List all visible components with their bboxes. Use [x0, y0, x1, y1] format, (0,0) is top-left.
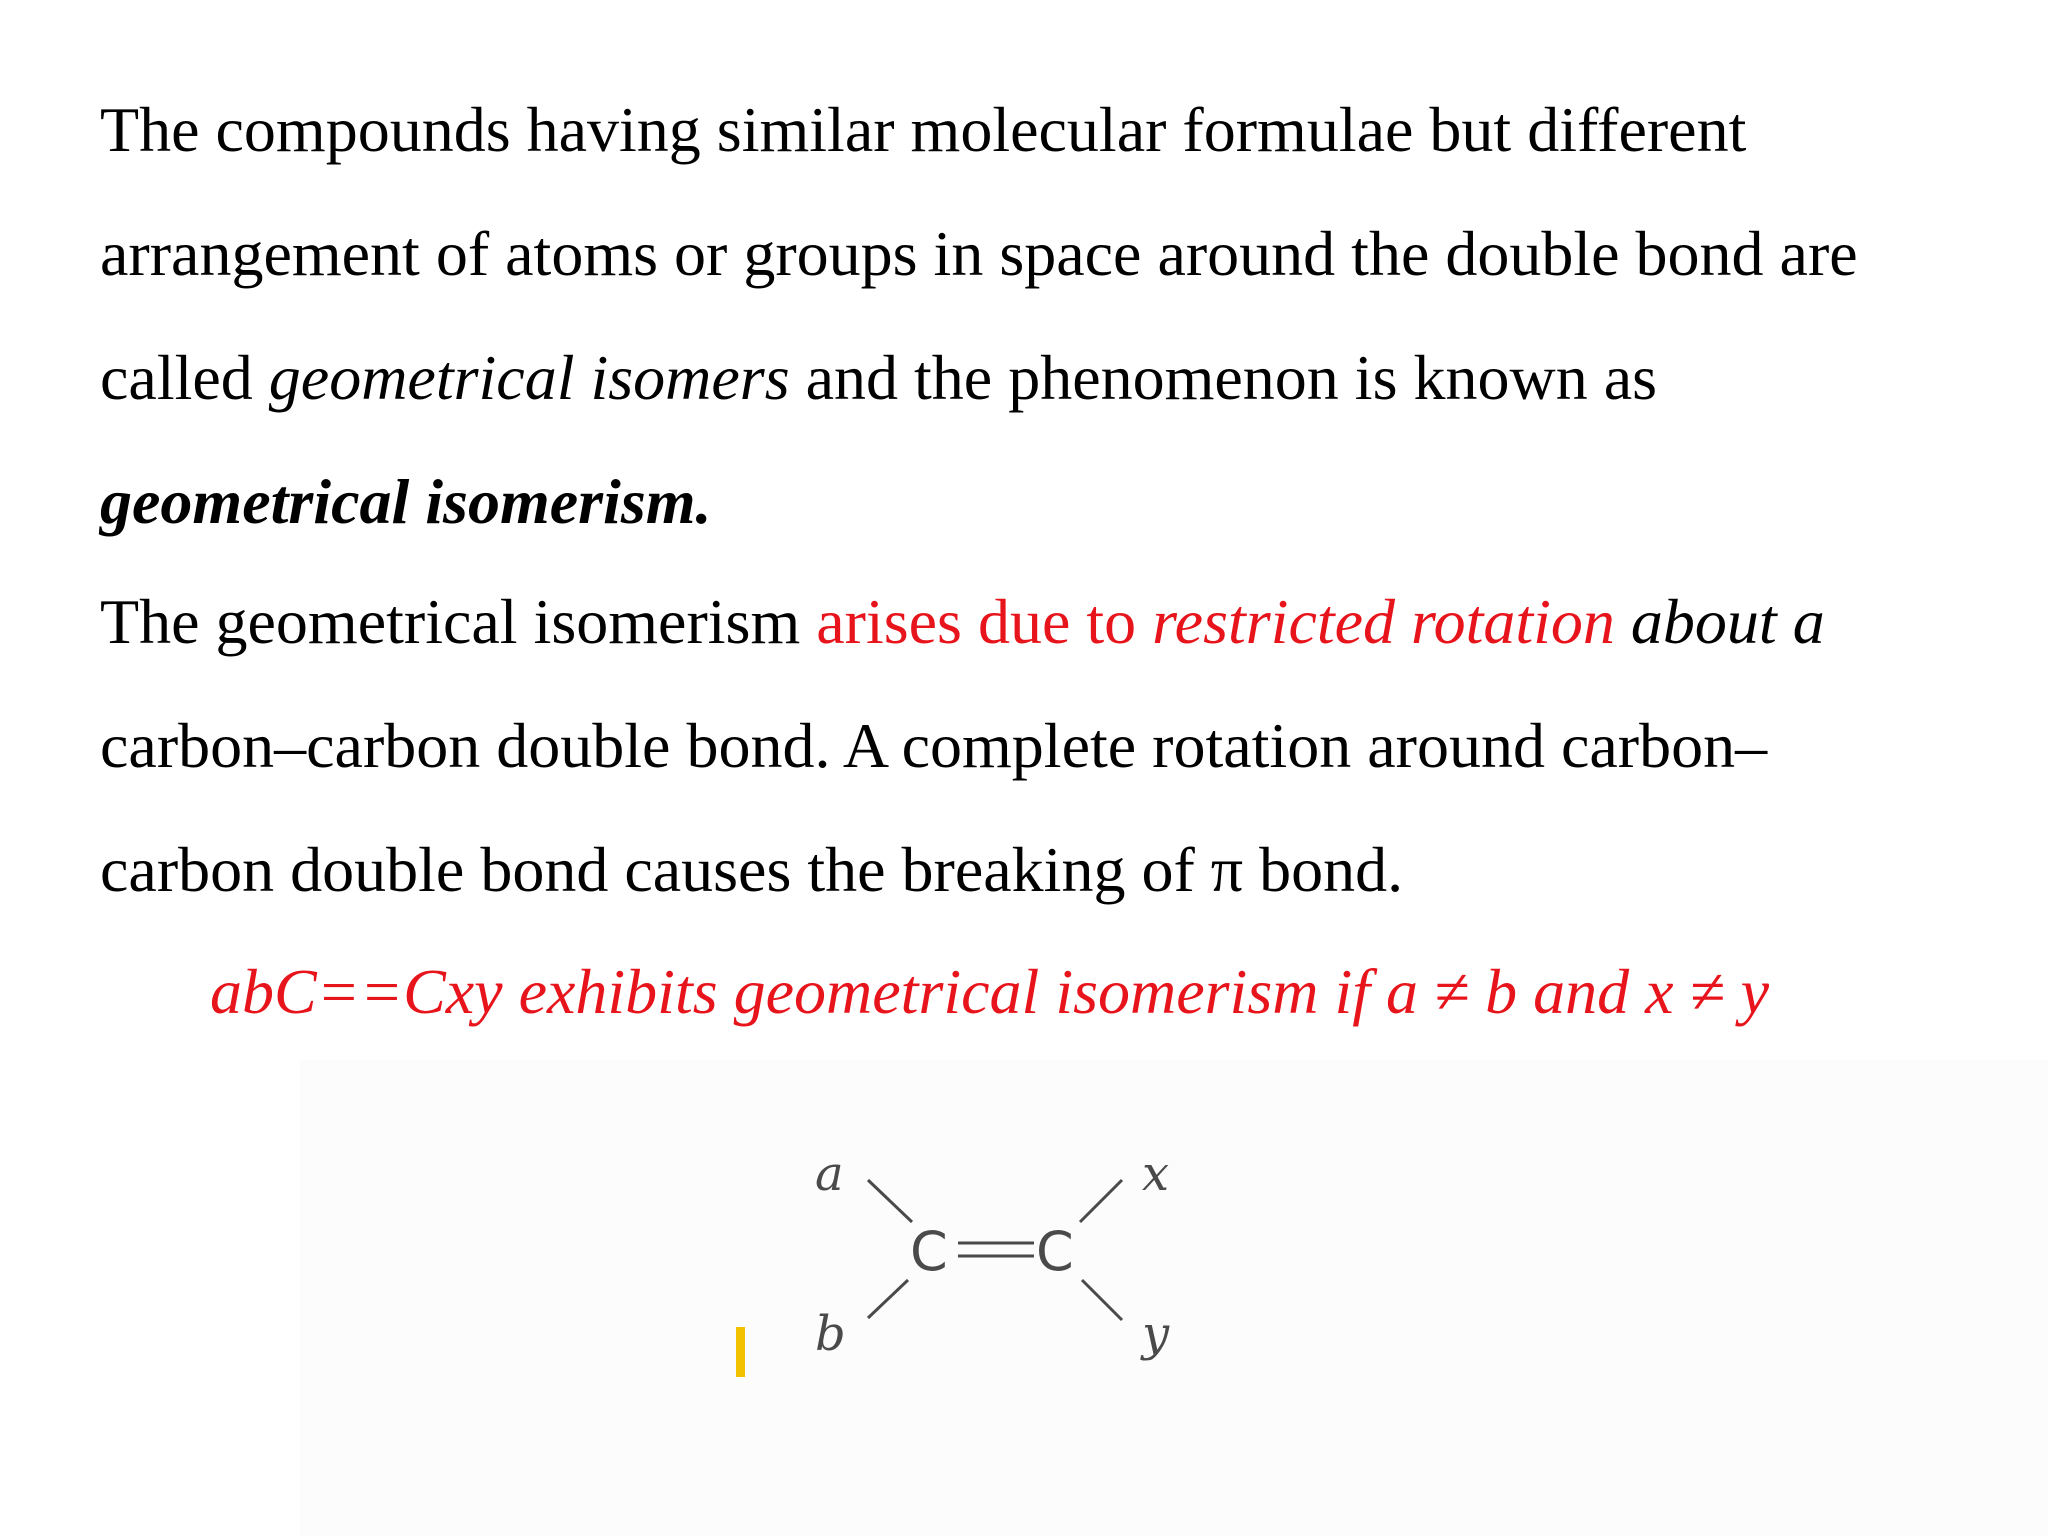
- substituent-a: a: [815, 1146, 844, 1202]
- substituent-b: b: [815, 1306, 846, 1362]
- substituent-x: x: [1142, 1146, 1170, 1202]
- explanation-red-text: arises due to: [816, 586, 1153, 657]
- text-cursor-marker: [736, 1327, 745, 1377]
- explanation-line-1: [100, 560, 2000, 684]
- carbon-left: C: [910, 1220, 948, 1283]
- explanation-italic-text: about a: [1614, 586, 1825, 657]
- definition-line-3: [100, 316, 2000, 440]
- definition-line-2: arrangement of atoms or groups in space around the double bond are: [100, 218, 1858, 289]
- substituent-y: y: [1142, 1306, 1170, 1362]
- carbon-right: C: [1036, 1220, 1074, 1283]
- bond-c2-x: [1080, 1180, 1122, 1222]
- explanation-line-1-pre: The geometrical isomerism: [100, 586, 817, 657]
- term-geometrical-isomerism: geometrical isomerism.: [100, 466, 712, 537]
- definition-line-3-post: and the phenomenon is known as: [789, 342, 1657, 413]
- isomerism-condition: abC==Cxy exhibits geometrical isomerism if a ≠ b and x ≠ y: [210, 956, 1770, 1027]
- bond-c1-b: [868, 1280, 908, 1318]
- bond-c2-y: [1082, 1280, 1122, 1320]
- explanation-line-2: carbon–carbon double bond. A complete rotation around carbon–: [100, 710, 1768, 781]
- definition-line-3-pre: called: [100, 342, 269, 413]
- term-geometrical-isomers: geometrical isomers: [268, 342, 790, 413]
- term-restricted-rotation: restricted rotation: [1152, 586, 1615, 657]
- definition-paragraph: [100, 68, 2000, 564]
- definition-line-1: The compounds having similar molecular formulae but different: [100, 94, 1747, 165]
- bond-c1-a: [868, 1180, 912, 1222]
- explanation-line-3: carbon double bond causes the breaking of π bond.: [100, 834, 1404, 905]
- alkene-structure-diagram: [780, 1130, 1200, 1370]
- explanation-paragraph: [100, 560, 2000, 932]
